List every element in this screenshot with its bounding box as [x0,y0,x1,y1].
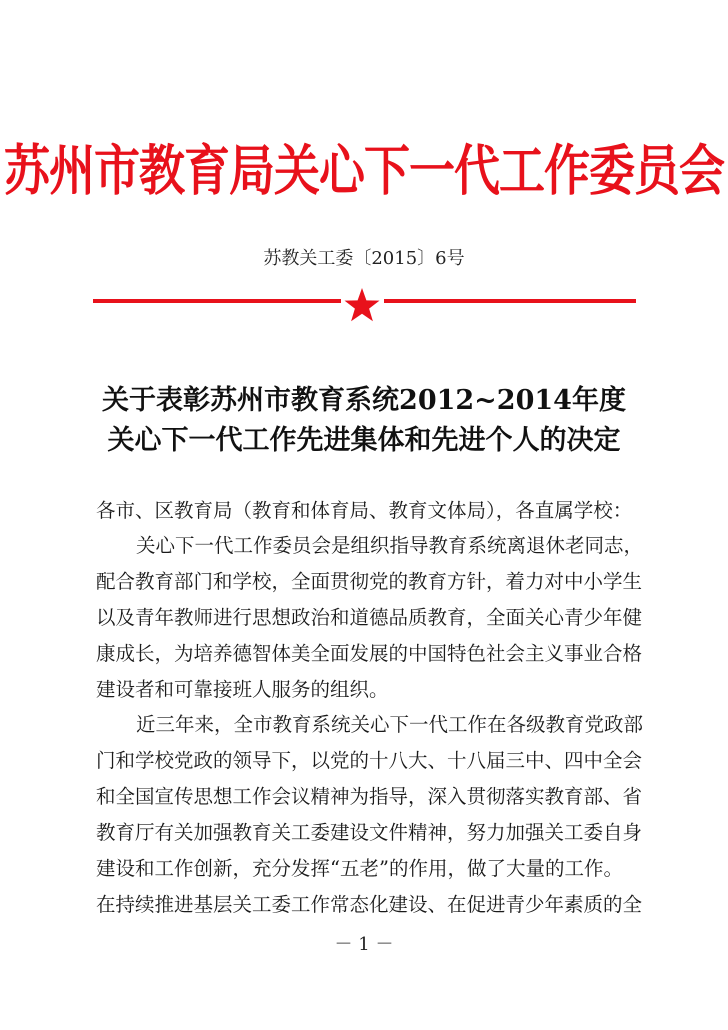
paragraph-line: 近三年来，全市教育系统关心下一代工作在各级教育党政部 [136,713,644,736]
page-number: － 1 － [334,934,394,955]
red-divider-left [93,299,341,303]
recipients-line [96,493,644,529]
paragraph-2 [96,707,644,923]
issuing-organization-title: 苏州市教育局关心下一代工作委员会 [4,138,724,203]
paragraph-line: 教育厅有关加强教育关工委建设文件精神，努力加强关工委自身 [96,821,643,844]
paragraph-line: 配合教育部门和学校，全面贯彻党的教育方针，着力对中小学生 [96,570,643,593]
decision-title [0,382,728,462]
decision-title-line-2: 关心下一代工作先进集体和先进个人的决定 [107,425,621,456]
paragraph-line: 在持续推进基层关工委工作常态化建设、在促进青少年素质的全 [96,893,643,916]
paragraph-line: 建设者和可靠接班人服务的组织。 [96,678,389,701]
star-icon [343,287,381,323]
recipients-text: 各市、区教育局（教育和体育局、教育文体局），各直属学校： [96,499,633,522]
paragraph-line: 门和学校党政的领导下，以党的十八大、十八届三中、四中全会 [96,749,643,772]
paragraph-line: 康成长，为培养德智体美全面发展的中国特色社会主义事业合格 [96,642,643,665]
decision-title-line-1: 关于表彰苏州市教育系统2012~2014年度 [102,385,626,416]
document-number: 苏教关工委〔2015〕6号 [263,248,465,269]
red-divider-right [384,299,636,303]
paragraph-line: 和全国宣传思想工作会议精神为指导，深入贯彻落实教育部、省 [96,785,643,808]
paragraph-line: 以及青年教师进行思想政治和道德品质教育，全面关心青少年健 [96,606,643,629]
paragraph-line: 关心下一代工作委员会是组织指导教育系统离退休老同志， [136,534,644,557]
paragraph-line: 建设和工作创新，充分发挥“五老”的作用，做了大量的工作。 [96,857,623,880]
paragraph-1 [96,528,644,708]
